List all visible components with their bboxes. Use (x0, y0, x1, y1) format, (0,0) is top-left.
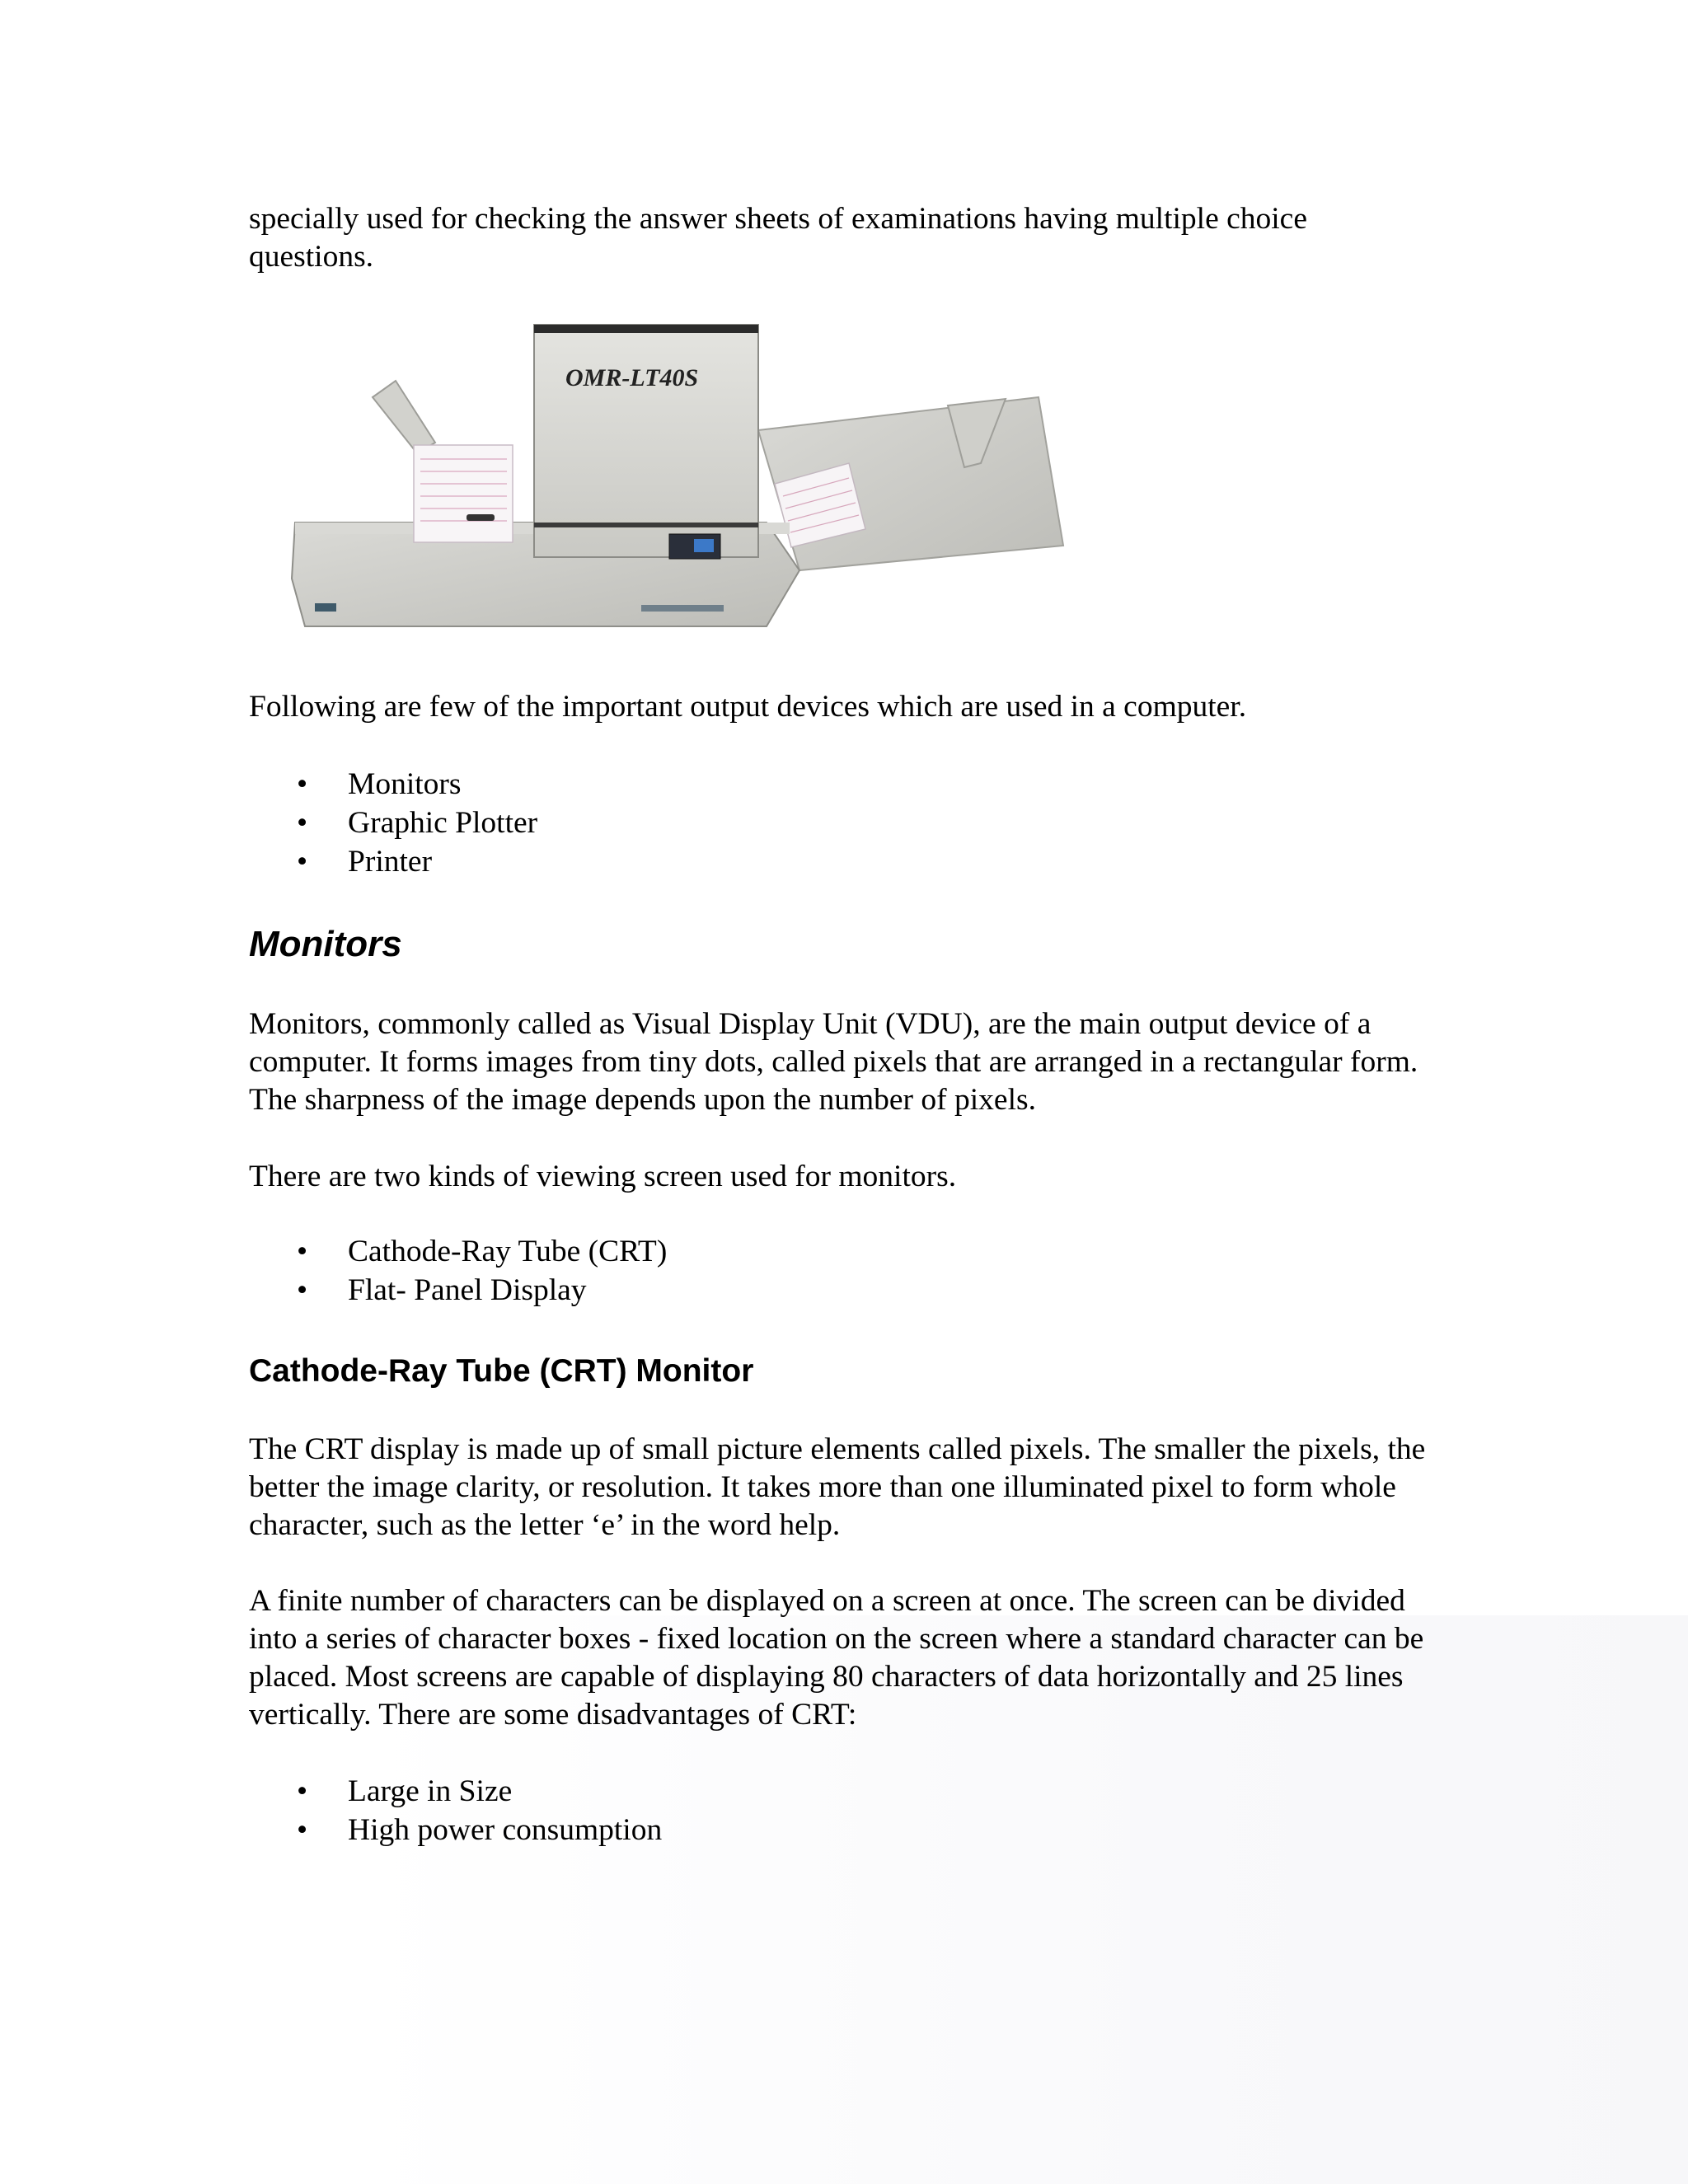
list-item: • Monitors (249, 765, 537, 804)
list-item: • Printer (249, 842, 537, 881)
monitors-heading: Monitors (249, 924, 402, 964)
output-devices-intro: Following are few of the important output devices which are used in a computer. (249, 690, 1247, 724)
list-item: • Cathode-Ray Tube (CRT) (249, 1232, 667, 1271)
monitors-paragraph: Monitors, commonly called as Visual Display Unit (VDU), are the main output device of a computer. It forms images from tiny dots, called pixels that are arranged in a rectangular form. The sharpness of the image depends upon the number of pixels. (249, 1007, 1418, 1117)
device-label: OMR-LT40S (565, 364, 699, 391)
crt-disadvantage-list (249, 1772, 662, 1849)
omr-machine-image (272, 307, 1088, 653)
output-device-list (249, 765, 537, 881)
list-item: • Flat- Panel Display (249, 1271, 667, 1310)
list-item: • Large in Size (249, 1772, 662, 1811)
intro-paragraph: specially used for checking the answer sheets of examinations having multiple choice questions. (249, 202, 1307, 274)
list-item: • Graphic Plotter (249, 804, 537, 842)
crt-heading: Cathode-Ray Tube (CRT) Monitor (249, 1353, 754, 1389)
crt-paragraph: The CRT display is made up of small picture elements called pixels. The smaller the pixels, the better the image clarity, or resolution. It takes more than one illuminated pixel to form whole character, such as the letter ‘e’ in the word help. (249, 1432, 1426, 1542)
list-item: • High power consumption (249, 1811, 662, 1849)
viewing-screen-paragraph: There are two kinds of viewing screen used for monitors. (249, 1160, 957, 1193)
screen-type-list (249, 1232, 667, 1310)
character-boxes-paragraph: A finite number of characters can be displayed on a screen at once. The screen can be divided into a series of character boxes - fixed location on the screen where a standard character can be placed. Most screens are capable of displaying 80 characters of data horizontally and 25 lines vertically. There are some disadvantages of CRT: (249, 1584, 1424, 1732)
